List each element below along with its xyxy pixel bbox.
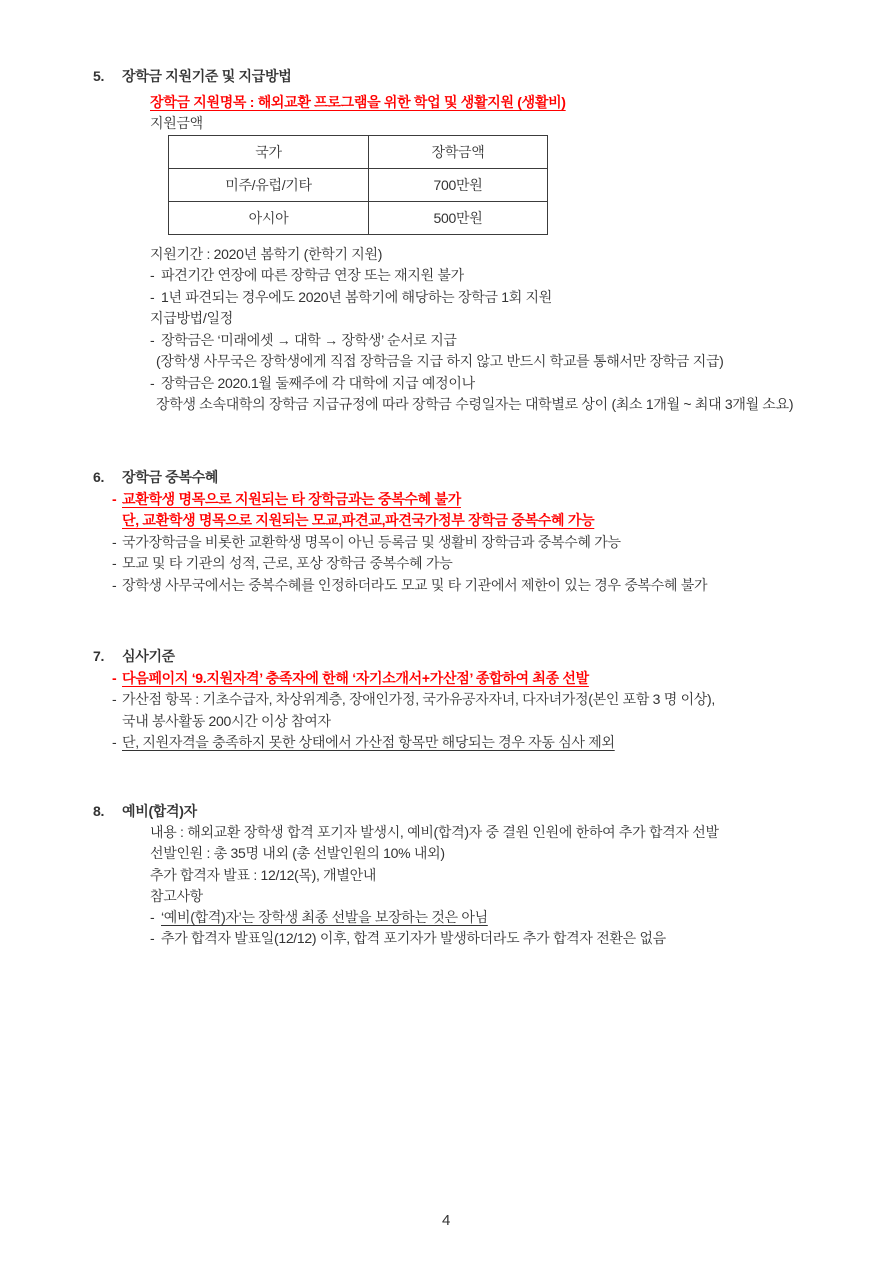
red-note-line <box>150 92 892 114</box>
doc-line <box>112 553 892 575</box>
dash: - <box>150 930 155 947</box>
dash: - <box>112 490 117 507</box>
section-number: 8. <box>93 803 105 819</box>
dash: - <box>112 555 117 571</box>
doc-line <box>112 689 892 711</box>
line-text: 가산점 항목 : 기초수급자, 차상위계층, 장애인가정, 국가유공자자녀, 다자녀가정(본인 포함 3 명 이상), <box>122 691 715 707</box>
table-header-cell: 장학금액 <box>369 135 548 168</box>
section-6 <box>0 467 892 596</box>
dash: - <box>150 331 155 348</box>
dash: - <box>150 909 155 926</box>
section-5 <box>0 66 892 416</box>
line-text: 장학금은 2020.1월 둘째주에 각 대학에 지급 예정이나 <box>161 374 475 391</box>
doc-line: (장학생 사무국은 장학생에게 직접 장학금을 지급 하지 않고 반드시 학교를 통해서만 장학금 지급) <box>156 353 724 369</box>
line-text: 국가장학금을 비롯한 교환학생 명목이 아닌 등록금 및 생활비 장학금과 중복수혜 가능 <box>122 533 621 550</box>
table-row <box>169 201 548 234</box>
line-text: 1년 파견되는 경우에도 2020년 봄학기에 해당하는 장학금 1회 지원 <box>161 288 553 305</box>
doc-line <box>150 928 892 949</box>
line-text: 모교 및 타 기관의 성적, 근로, 포상 장학금 중복수혜 가능 <box>122 555 453 571</box>
section-title: 장학금 지원기준 및 지급방법 <box>122 68 292 84</box>
doc-line <box>150 330 892 352</box>
doc-line <box>150 265 892 287</box>
table-cell: 500만원 <box>369 201 548 234</box>
section-8-heading <box>0 801 892 822</box>
doc-line: 국내 봉사활동 200시간 이상 참여자 <box>122 712 331 729</box>
dash: - <box>150 374 155 391</box>
doc-line: 참고사항 <box>150 887 203 904</box>
section-title: 심사기준 <box>122 648 175 664</box>
red-note-text: 교환학생 명목으로 지원되는 타 장학금과는 중복수혜 불가 <box>122 490 461 507</box>
doc-line <box>112 532 892 554</box>
dash: - <box>112 669 117 686</box>
doc-line: 지원기간 : 2020년 봄학기 (한학기 지원) <box>150 245 383 262</box>
doc-line <box>150 373 892 395</box>
red-note-line <box>112 510 892 532</box>
red-note-text: 장학금 지원명목 : 해외교환 프로그램을 위한 학업 및 생활지원 (생활비) <box>150 93 566 110</box>
doc-line: 장학생 소속대학의 장학금 지급규정에 따라 장학금 수령일자는 대학별로 상이 (최소 1개월 ~ 최대 3개월 소요) <box>156 396 794 412</box>
doc-line: 내용 : 해외교환 장학생 합격 포기자 발생시, 예비(합격)자 중 결원 인원에 한하여 추가 합격자 선발 <box>150 824 719 841</box>
dash: - <box>112 734 117 750</box>
line-text: 단, 지원자격을 충족하지 못한 상태에서 가산점 항목만 해당되는 경우 자동 심사 제외 <box>122 734 615 750</box>
dash: - <box>150 267 155 283</box>
red-note-text: 다음페이지 ‘9.지원자격’ 충족자에 한해 ‘자기소개서+가산점’ 종합하여 최종 선발 <box>122 669 589 686</box>
section-title: 예비(합격)자 <box>122 803 197 819</box>
dash: - <box>112 533 117 550</box>
red-note-text: 단, 교환학생 명목으로 지원되는 모교,파견교,파견국가정부 장학금 중복수혜 가능 <box>122 512 595 528</box>
line-text: 장학생 사무국에서는 중복수혜를 인정하더라도 모교 및 타 기관에서 제한이 있는 경우 중복수혜 불가 <box>122 576 708 593</box>
doc-line: 지급방법/일정 <box>150 310 233 326</box>
table-row <box>169 168 548 201</box>
table-header-row <box>169 135 548 168</box>
dash: - <box>150 288 155 305</box>
table-header-cell: 국가 <box>169 135 369 168</box>
doc-line <box>112 575 892 597</box>
section-number: 7. <box>93 648 105 664</box>
section-7 <box>0 646 892 754</box>
doc-line <box>150 907 892 928</box>
amount-table <box>168 135 548 235</box>
line-text: 추가 합격자 발표일(12/12) 이후, 합격 포기자가 발생하더라도 추가 합격자 전환은 없음 <box>161 930 666 947</box>
table-cell: 아시아 <box>169 201 369 234</box>
section-7-heading <box>0 646 892 668</box>
section-number: 5. <box>93 68 105 84</box>
dash: - <box>112 691 117 707</box>
line-text: ‘예비(합격)자’는 장학생 최종 선발을 보장하는 것은 아님 <box>161 909 488 926</box>
section-5-heading <box>0 66 892 88</box>
doc-line <box>150 287 892 309</box>
table-cell: 미주/유럽/기타 <box>169 168 369 201</box>
doc-line <box>112 732 892 754</box>
page-number: 4 <box>441 1212 451 1229</box>
red-note-line <box>112 668 892 690</box>
line-text: 장학금은 ‘미래에셋 → 대학 → 장학생’ 순서로 지급 <box>161 331 457 348</box>
section-title: 장학금 중복수혜 <box>122 469 219 485</box>
section-6-heading <box>0 467 892 489</box>
doc-line: 추가 합격자 발표 : 12/12(목), 개별안내 <box>150 866 377 883</box>
table-cell: 700만원 <box>369 168 548 201</box>
section-8 <box>0 801 892 949</box>
section-number: 6. <box>93 469 105 485</box>
line-text: 파견기간 연장에 따른 장학금 연장 또는 재지원 불가 <box>161 267 464 283</box>
doc-line: 선발인원 : 총 35명 내외 (총 선발인원의 10% 내외) <box>150 845 445 862</box>
red-note-line <box>112 489 892 511</box>
dash: - <box>112 576 117 593</box>
amount-label: 지원금액 <box>150 115 203 131</box>
